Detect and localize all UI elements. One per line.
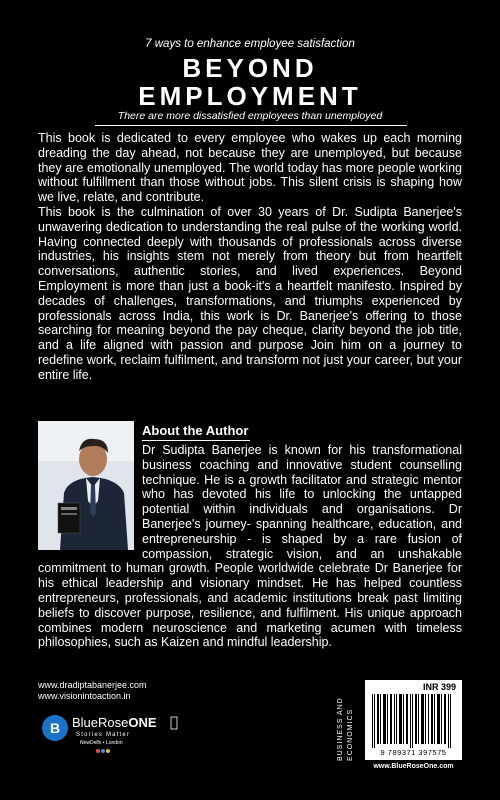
book-title-line1: BEYOND bbox=[182, 53, 318, 83]
isbn: 9 789371 397575 bbox=[380, 748, 447, 757]
author-bio: Dr Sudipta Banerjee is known for his transformational business coaching and innovative student counselling technique. He is a growth facilitator and strategic mentor who has devoted his life to unlocking the untapped potential within individuals and organisations. Dr Banerjee's journey- spanning healthcare, education, and entrepreneurship - is shaped by a rare fusion of compassion, strategic vision, and an unshakable commitment to human growth. People worldwide celebrate Dr Banerjee for his ethical leadership and visionary mindset. He has helped countless entrepreneurs, professionals, and academic institutions break past limiting beliefs to discover purpose, resilience, and fulfilment. His unique approach combines modern neuroscience and marketing acumen with timeless philosophies, such as Kaizen and mindful leadership. bbox=[38, 443, 462, 650]
publisher-cities: NewDelhi • London bbox=[80, 740, 123, 746]
websites bbox=[38, 680, 147, 702]
genre-line-2: ECONOMICS bbox=[347, 708, 354, 761]
price: INR 399 bbox=[422, 682, 456, 692]
svg-text:B: B bbox=[49, 720, 61, 736]
subtitle: There are more dissatisfied employees than unemployed bbox=[117, 110, 383, 122]
divider bbox=[95, 125, 407, 126]
author-heading: About the Author bbox=[142, 423, 249, 438]
publisher-suffix: ONE bbox=[128, 715, 157, 730]
book-title-line2: EMPLOYMENT bbox=[138, 81, 362, 111]
author-bio-block bbox=[38, 443, 462, 650]
blurb-paragraph-1: This book is dedicated to every employee who wakes up each morning dreading the day ahead, not because they are unemployed, but because they are emotionally unemployed. The world today has more people working without fulfillment than those without jobs. This silent crisis is shaping how we live, relate, and contribute. bbox=[38, 131, 462, 205]
genre-label bbox=[332, 688, 358, 763]
author-heading-underline bbox=[142, 440, 250, 441]
website-link-1[interactable]: www.dradiptabanerjee.com bbox=[38, 680, 147, 690]
publisher-url[interactable]: www.BlueRoseOne.com bbox=[373, 763, 454, 770]
svg-text:BlueRoseONE bbox=[72, 715, 157, 730]
genre-line-1: BUSINESS AND bbox=[337, 697, 344, 761]
publisher-logo bbox=[40, 710, 190, 765]
barcode bbox=[370, 694, 456, 748]
barcode-box bbox=[365, 680, 462, 760]
tagline: 7 ways to enhance employee satisfaction bbox=[145, 38, 355, 50]
publisher-tagline: Stories Matter bbox=[76, 732, 131, 738]
publisher-name: BlueRose bbox=[72, 715, 129, 730]
blurb bbox=[38, 131, 462, 383]
website-link-2[interactable]: www.visionintoaction.in bbox=[38, 691, 131, 701]
blurb-paragraph-2: This book is the culmination of over 30 years of Dr. Sudipta Banerjee's unwavering dedication to understanding the real pulse of the working world. Having connected deeply with thousands of professionals across diverse industries, his insights stem not merely from theory but from heartfelt conversations, authentic stories, and lived experiences. Beyond Employment is more than just a book-it's a heartfelt manifesto. Inspired by decades of challenges, transformations, and triumphs experienced by professionals across India, this work is Dr. Banerjee's offering to those searching for meaning beyond the pay cheque, clarity beyond the job title, and a life aligned with passion and purpose Join him on a journey to redefine work, reclaim fulfilment, and transform not just your career, but your entire life. bbox=[38, 204, 462, 382]
